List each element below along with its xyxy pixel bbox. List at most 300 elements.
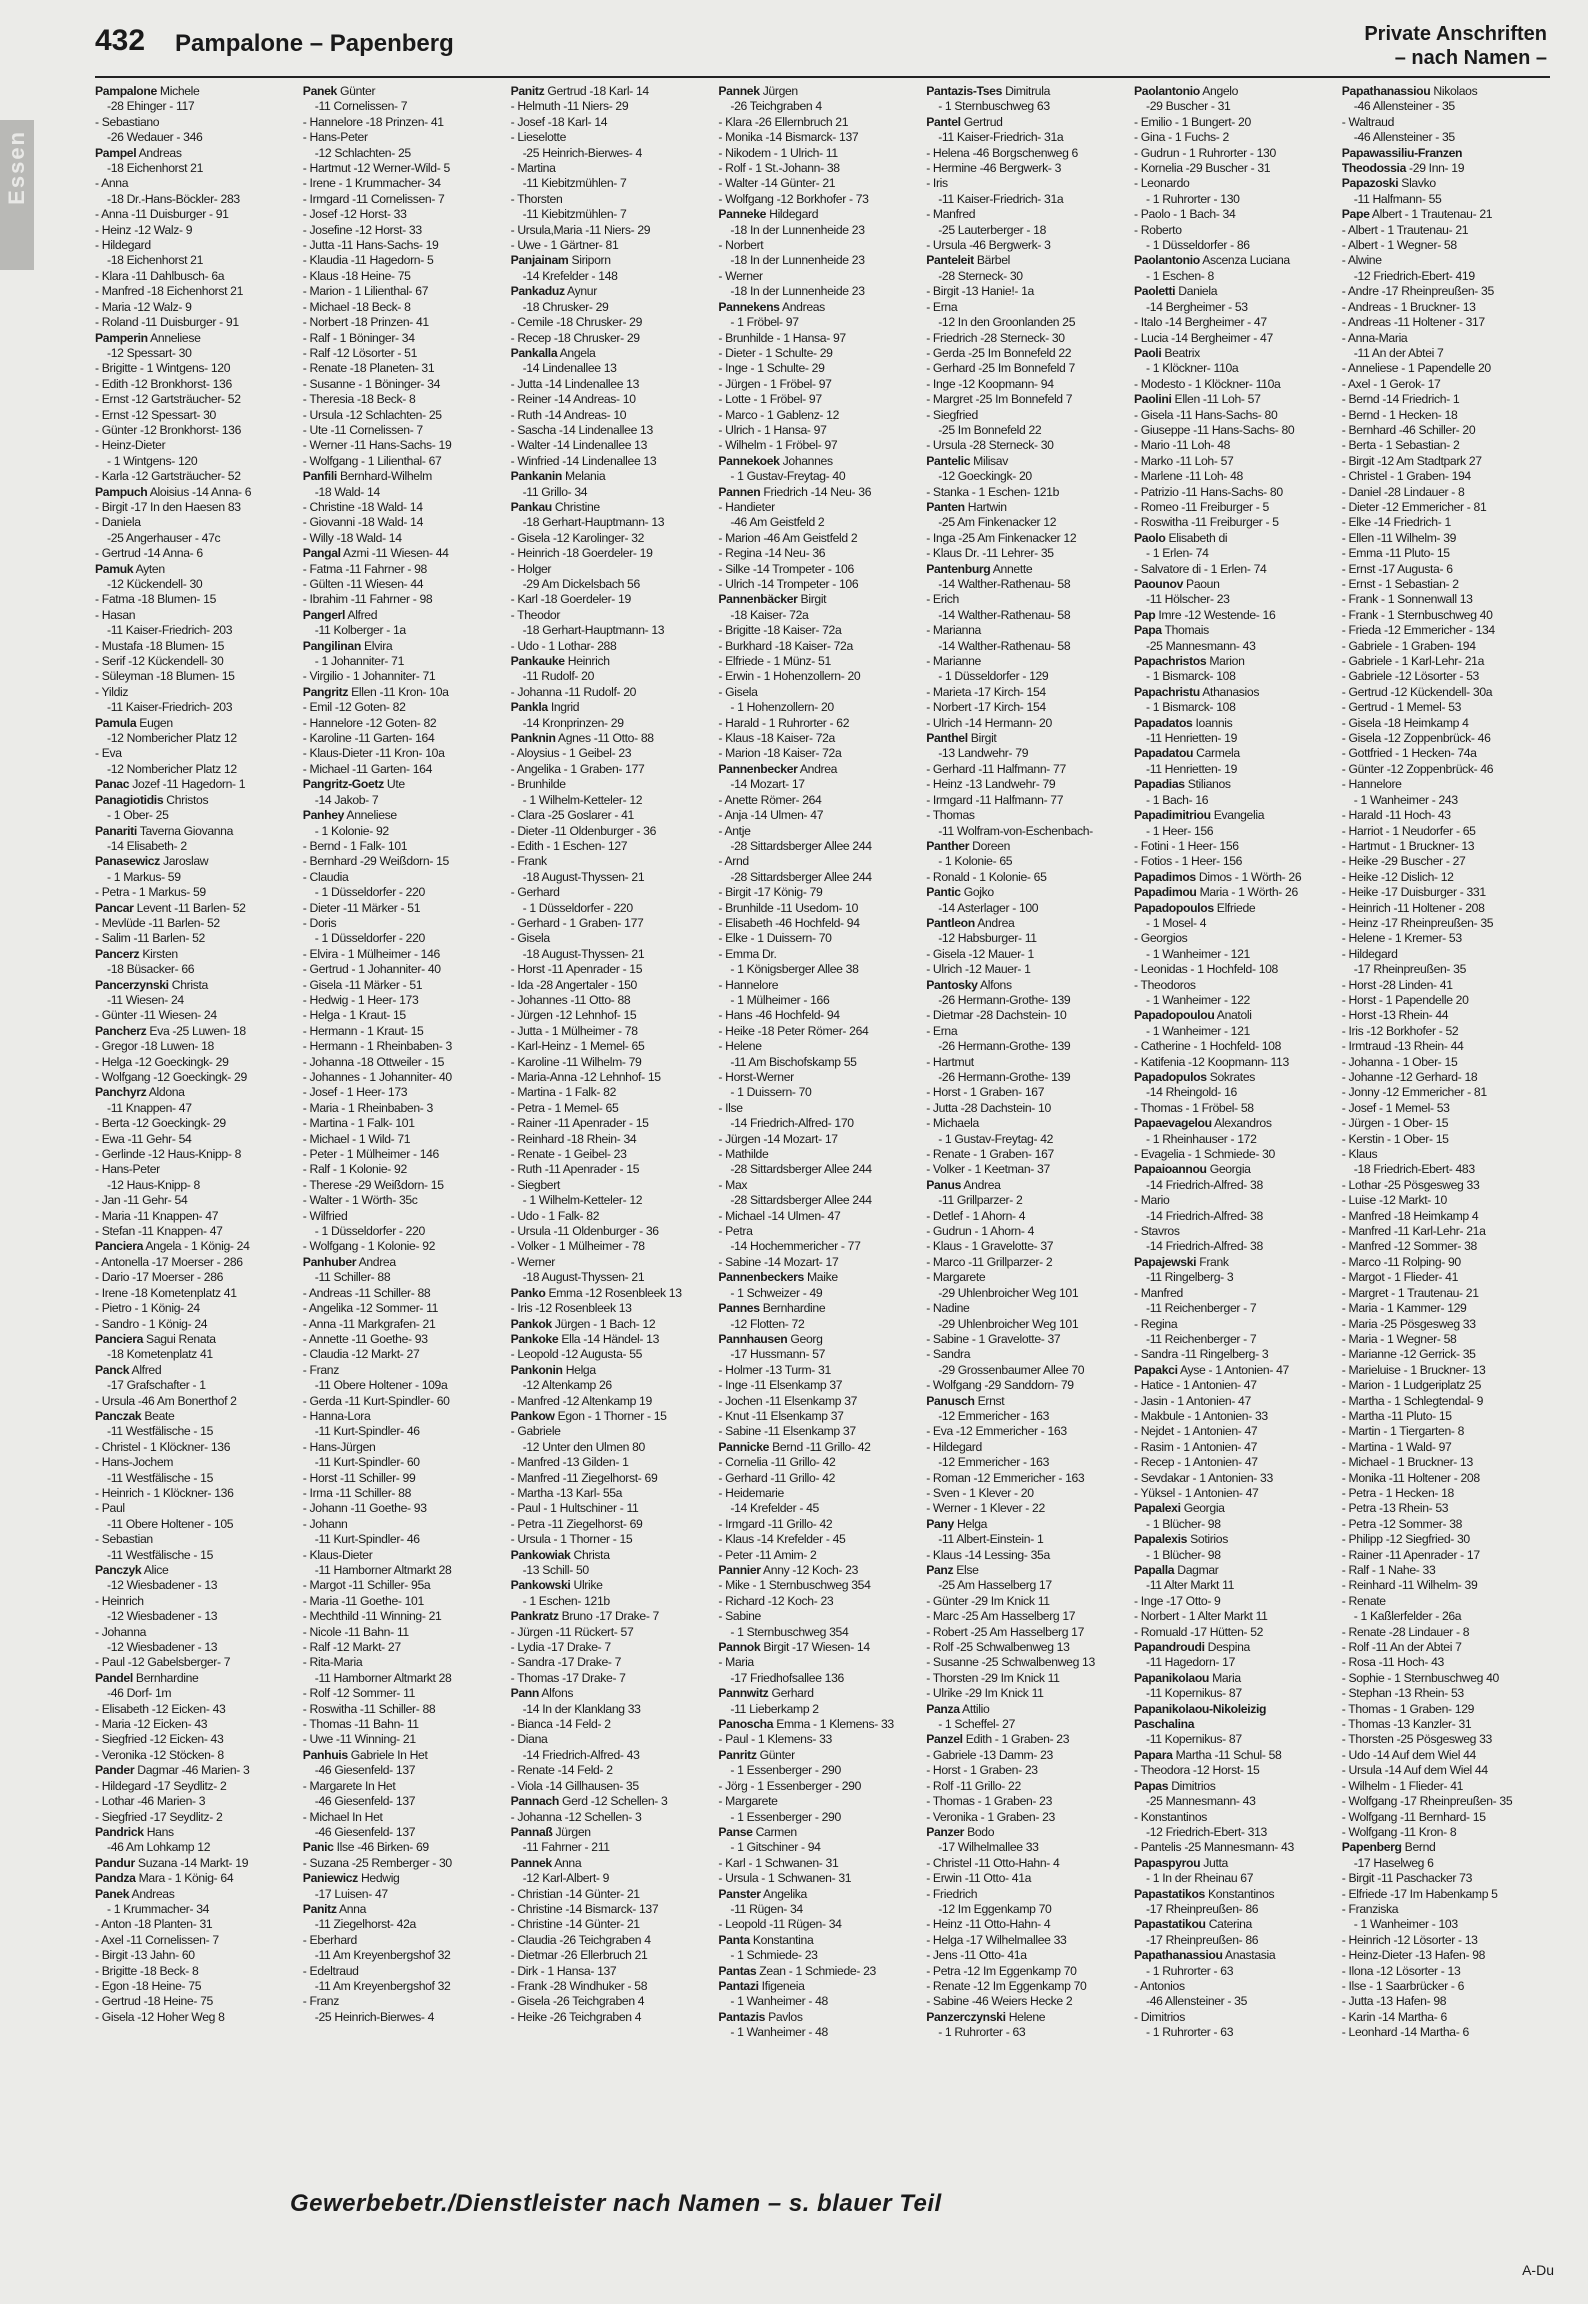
listing-entry: -11 Kolberger - 1a [314,623,406,638]
listing-entry: -14 Walther-Rathenau- 58 [938,638,1071,653]
listing-entry: -25 Mannesmann- 43 [1145,1794,1256,1809]
listing-entry: - 1 Ruhrorter - 63 [1145,1963,1234,1978]
listing-entry: - 1 Schmiede- 23 [730,1948,818,1963]
listing-entry: - Emil -12 Goten- 82 [302,700,406,715]
listing-entry: - Heinrich - 1 Klöckner- 136 [95,1485,234,1500]
listing-entry: - Karla -12 Gartsträucher- 52 [95,469,241,484]
listing-entry: - Werner - 1 Klever - 22 [926,1501,1045,1516]
listing-entry: -12 Karl-Albert- 9 [522,1871,610,1886]
listing-entry: Paoletti Daniela [1133,284,1218,299]
listing-entry: - Ulrich -12 Mauer- 1 [926,962,1031,977]
listing-entry: - Stanka - 1 Eschen- 121b [926,484,1060,499]
listing-entry: -12 Emmericher - 163 [938,1455,1050,1470]
listing-entry: - Ewa -11 Gehr- 54 [95,1131,192,1146]
listing-entry: - Johanna -11 Rudolf- 20 [510,684,637,699]
listing-entry: - Norbert - 1 Alter Markt 11 [1133,1609,1268,1624]
listing-entry: - Brigitte -18 Beck- 8 [95,1963,199,1978]
listing-entry: - Birgit -13 Jahn- 60 [95,1948,195,1963]
listing-entry: - Rasim - 1 Antonien- 47 [1133,1439,1257,1454]
listing-entry: - Wolfgang - 1 Lilienthal- 67 [302,453,442,468]
listing-entry: - 1 Essenberger - 290 [730,1763,841,1778]
listing-entry: Panitz Gertrud -18 Karl- 14 [510,84,649,98]
listing-entry: - Johannes -11 Otto- 88 [510,992,631,1007]
listing-entry: - Christel - 1 Klöckner- 136 [95,1439,231,1454]
listing-entry: - Marlene -11 Loh- 48 [1133,469,1243,484]
listing-entry: - 1 Kolonie- 65 [938,854,1013,869]
listing-entry: - Elfriede -17 Im Habenkamp 5 [1341,1886,1498,1901]
listing-entry: Papakci Ayse - 1 Antonien- 47 [1133,1362,1289,1377]
listing-entry: - Inge - 1 Schulte- 29 [718,361,825,376]
listing-entry: -14 Elisabeth- 2 [107,838,187,853]
listing-entry: -11 Am Bischofskamp 55 [730,1054,857,1069]
listing-entry: - Wilfried [302,1208,348,1223]
listing-entry: -26 Teichgraben 4 [730,99,822,114]
listing-entry: - Marion - 1 Lilienthal- 67 [302,284,429,299]
listing-entry: - Ursula -46 Am Bonerthof 2 [95,1393,237,1408]
listing-entry: - Horst - 1 Graben- 23 [926,1763,1038,1778]
listing-entry: - Manfred -11 Karl-Lehr- 21a [1341,1224,1486,1239]
listing-entry: - Ruth -11 Apenrader - 15 [510,1162,640,1177]
listing-entry: - Anton -18 Planten- 31 [95,1917,213,1932]
listing-entry: Panciera Sagui Renata [95,1331,216,1346]
listing-entry: - Marianne [926,654,981,669]
listing-entry: Papazoski Slavko [1341,176,1436,191]
listing-entry: - Claudia -12 Markt- 27 [302,1347,420,1362]
listing-entry: -11 Kiebitzmühlen- 7 [522,207,627,222]
listing-entry: Papastatikou Caterina [1133,1917,1252,1932]
listing-entry: - Thomas - 1 Graben- 129 [1341,1701,1475,1716]
listing-entry: - Rainer -11 Apenrader - 17 [1341,1547,1480,1562]
listing-entry: Papadopoulou Anatoli [1133,1008,1252,1023]
listing-entry: - Dieter -12 Emmericher - 81 [1341,499,1487,514]
listing-entry: - Gerhard - 1 Graben- 177 [510,915,644,930]
listing-entry: - Martina - 1 Falk- 101 [302,1116,415,1131]
listing-entry: - Petra -12 Im Eggenkamp 70 [926,1963,1077,1978]
listing-entry: - Erna [926,1023,958,1038]
listing-entry: - 1 Wanheimer - 122 [1145,992,1250,1007]
listing-entry: - Birgit -12 Am Stadtpark 27 [1341,453,1482,468]
listing-entry: - Petra -13 Rhein- 53 [1341,1501,1449,1516]
listing-entry: - Frank -28 Windhuker - 58 [510,1978,648,1993]
listing-entry: - Serif -12 Kückendell- 30 [95,654,224,669]
listing-entry: - Lothar -25 Pösgesweg 33 [1341,1177,1480,1192]
listing-entry: - 1 Schweizer - 49 [730,1285,823,1300]
listing-entry: - Margarete [926,1270,986,1285]
listing-entry: - Gertrud -18 Heine- 75 [95,1994,213,2009]
listing-entry: - Dieter -11 Oldenburger - 36 [510,823,657,838]
listing-entry: - Inge -17 Otto- 9 [1133,1593,1221,1608]
listing-entry: -17 Hussmann- 57 [730,1347,826,1362]
listing-entry: - Theresia -18 Beck- 8 [302,392,416,407]
listing-entry: - Holger [510,561,552,576]
listing-entry: - 1 Eschen- 121b [522,1593,610,1608]
listing-entry: - Johanna -12 Schellen- 3 [510,1809,642,1824]
listing-entry: - Jürgen - 1 Fröbel- 97 [718,376,832,391]
listing-entry: -11 Knappen- 47 [107,1100,192,1115]
listing-entry: -46 Giesenfeld- 137 [314,1824,416,1839]
listing-entry: - Marco - 1 Gablenz- 12 [718,407,840,422]
listing-entry: - Rita-Maria [302,1655,363,1670]
listing-entry: -11 Reichenberger - 7 [1145,1331,1257,1346]
listing-entry: - Peter -11 Amim- 2 [718,1547,817,1562]
listing-column [511,84,717,2184]
listing-entry: - Berta -12 Goeckingk- 29 [95,1116,226,1131]
listing-entry: - Christine -18 Wald- 14 [302,499,423,514]
listing-entry: - Pietro - 1 König- 24 [95,1301,200,1316]
listing-entry: - Paul - 1 Hultschiner - 11 [510,1501,639,1516]
listing-entry: - Martha -13 Karl- 55a [510,1485,623,1500]
listing-entry: - Heike -18 Peter Römer- 264 [718,1023,869,1038]
listing-entry: -14 Friedrich-Alfred- 38 [1145,1177,1263,1192]
listing-entry: - Martina - 1 Falk- 82 [510,1085,616,1100]
listing-entry: - Evagelia - 1 Schmiede- 30 [1133,1147,1275,1162]
listing-entry: -26 Hermann-Grothe- 139 [938,992,1071,1007]
listing-entry: - Norbert -17 Kirch- 154 [926,700,1046,715]
listing-entry: - Christel - 1 Graben- 194 [1341,469,1471,484]
listing-entry: Papadopoulos Elfriede [1133,900,1256,915]
listing-entry: - Gertrud - 1 Memel- 53 [1341,700,1462,715]
listing-entry: - 1 Eschen- 8 [1145,268,1214,283]
listing-entry: - Helga -17 Wilhelmallee 33 [926,1932,1067,1947]
listing-entry: Pann Alfons [510,1686,574,1701]
listing-entry: Pander Dagmar -46 Marien- 3 [95,1763,250,1778]
listing-entry: - Brigitte -18 Kaiser- 72a [718,623,842,638]
listing-entry: Pangal Azmi -11 Wiesen- 44 [302,546,449,561]
listing-entry: - Roswitha -11 Freiburger - 5 [1133,515,1279,530]
listing-entry: Panac Jozef -11 Hagedorn- 1 [95,777,246,792]
listing-entry: - Rolf -12 Sommer- 11 [302,1686,416,1701]
listing-entry: - Emilio - 1 Bungert- 20 [1133,114,1251,129]
listing-entry: -14 Jakob- 7 [314,792,379,807]
listing-entry: - Emma -11 Pluto- 15 [1341,546,1450,561]
page-header [95,22,1555,74]
listing-entry: - Salim -11 Barlen- 52 [95,931,205,946]
listing-entry: Pannicke Bernd -11 Grillo- 42 [718,1439,871,1454]
listing-entry: -12 Emmericher - 163 [938,1408,1050,1423]
listing-entry: - Ernst -17 Augusta- 6 [1341,561,1453,576]
listing-entry: -14 Friedrich-Alfred- 38 [1145,1208,1263,1223]
listing-entry: - Peter - 1 Mülheimer - 146 [302,1147,439,1162]
listing-entry: - Horst -13 Rhein- 44 [1341,1008,1449,1023]
listing-entry: -14 Lindenallee 13 [522,361,617,376]
listing-entry: - Hannelore [1341,777,1402,792]
listing-entry: Panhuis Gabriele In Het [302,1747,428,1762]
listing-entry: Pape Albert - 1 Trautenau- 21 [1341,207,1493,222]
listing-entry: - Leopold -12 Augusta- 55 [510,1347,643,1362]
listing-entry: Panariti Taverna Giovanna [95,823,234,838]
listing-entry: -17 Friedhofsallee 136 [730,1670,844,1685]
listing-entry: Pamperin Anneliese [95,330,201,345]
listing-entry: Papalexis Sotirios [1133,1532,1228,1547]
listing-entry: - Marianne -12 Gerrick- 35 [1341,1347,1476,1362]
listing-entry: - Dietmar -26 Ellerbruch 21 [510,1948,648,1963]
listing-entry: Pandur Suzana -14 Markt- 19 [95,1855,249,1870]
listing-entry: - Gisela -11 Märker - 51 [302,977,423,992]
listing-column [926,84,1132,2184]
listing-entry: - Bernhard -29 Weißdorn- 15 [302,854,449,869]
listing-entry: - 1 Gustav-Freytag- 40 [730,469,846,484]
listing-entry: - Josefine -12 Horst- 33 [302,222,422,237]
listing-entry: Panasewicz Jaroslaw [95,854,209,869]
listing-entry: - Hans-Peter [95,1162,160,1177]
listing-entry: - Ruth -14 Andreas- 10 [510,407,627,422]
listing-entry: - Gerda -25 Im Bonnefeld 22 [926,345,1072,360]
listing-entry: - Gisela -12 Zoppenbrück- 46 [1341,731,1491,746]
listing-entry: Papenberg Bernd [1341,1840,1436,1855]
listing-entry: - Elke -14 Friedrich- 1 [1341,515,1451,530]
listing-entry: - Sabine -46 Weiers Hecke 2 [926,1994,1073,2009]
listing-entry: - Karl - 1 Schwanen- 31 [718,1855,839,1870]
listing-entry: - Gertrud -14 Anna- 6 [95,546,203,561]
listing-entry: - Christine -14 Günter- 21 [510,1917,640,1932]
listing-entry: - 1 Ruhrorter - 130 [1145,191,1240,206]
listing-entry: - Hans-Jürgen [302,1439,376,1454]
listing-entry: Pangritz Ellen -11 Kron- 10a [302,684,449,699]
listing-entry: -11 Kurt-Spindler- 46 [314,1532,420,1547]
listing-entry: -26 Hermann-Grothe- 139 [938,1039,1071,1054]
listing-entry: - Maria -11 Goethe- 101 [302,1593,424,1608]
listing-entry: - Heidemarie [718,1485,784,1500]
listing-entry: - Italo -14 Bergheimer - 47 [1133,315,1267,330]
listing-entry: - Frank [510,854,547,869]
listing-entry: - Ursula -12 Schlachten- 25 [302,407,442,422]
listing-entry: Panczak Beate [95,1408,175,1423]
listing-entry: -11 Westfälische - 15 [107,1470,213,1485]
listing-entry: - Paul - 1 Klemens- 33 [718,1732,832,1747]
listing-entry: - Wolfgang -11 Bernhard- 15 [1341,1809,1486,1824]
listing-entry: - 1 Bismarck- 108 [1145,669,1236,684]
listing-entry: Panchyrz Aldona [95,1085,185,1100]
listing-entry: - Georgios [1133,931,1188,946]
listing-entry: - Claudia [302,869,349,884]
listing-entry: - Lotte - 1 Fröbel- 97 [718,392,822,407]
listing-entry: - Ute -11 Cornelissen- 7 [302,422,423,437]
listing-entry: Pannes Bernhardine [718,1301,826,1316]
listing-entry: - Renate [1341,1593,1386,1608]
listing-entry: - 1 Wilhelm-Ketteler- 12 [522,792,643,807]
listing-entry: - Franz [302,1362,339,1377]
listing-entry: Paounov Paoun [1133,577,1220,591]
listing-entry: - Rosa -11 Hoch- 43 [1341,1655,1444,1670]
listing-entry: - Josef -12 Horst- 33 [302,207,407,222]
listing-entry: - Ulrich -14 Hermann- 20 [926,715,1052,730]
listing-entry: Pap Imre -12 Westende- 16 [1133,607,1276,622]
listing-entry: - Sven - 1 Klever - 20 [926,1485,1034,1500]
listing-entry: - Wolfgang -12 Goeckingk- 29 [95,1070,247,1084]
listing-entry: - Virgilio - 1 Johanniter- 71 [302,669,436,684]
listing-entry: - Ernst -12 Spessart- 30 [95,407,216,422]
listing-entry: - 1 Johanniter- 71 [314,654,405,669]
listing-entry: -25 Im Bonnefeld 22 [938,422,1042,437]
listing-entry: - Thomas - 1 Fröbel- 58 [1133,1100,1254,1115]
listing-entry: - Berta - 1 Sebastian- 2 [1341,438,1460,453]
listing-entry: Panek Andreas [95,1886,175,1901]
listing-entry: -29 Am Dickelsbach 56 [522,577,640,591]
listing-entry: -46 Am Geistfeld 2 [730,515,825,530]
listing-entry: Pantic Gojko [926,885,994,900]
listing-entry: Paoli Beatrix [1133,345,1200,360]
listing-entry: -12 Haus-Knipp- 8 [107,1177,200,1192]
listing-entry: -12 Friedrich-Ebert- 313 [1145,1824,1267,1839]
listing-entry: -18 Gerhart-Hauptmann- 13 [522,623,665,638]
listing-entry: - Klaus-Dieter [302,1547,373,1562]
listing-entry: Papaioannou Georgia [1133,1162,1251,1177]
listing-entry: -12 Im Eggenkamp 70 [938,1901,1052,1916]
listing-entry: -11 Obere Holtener - 109a [314,1378,448,1393]
listing-entry: - Christel -11 Otto-Hahn- 4 [926,1855,1060,1870]
listing-entry: - Karin -14 Martha- 6 [1341,2009,1447,2024]
side-tab-label: Essen [4,130,29,205]
listing-entry: - Dimitrios [1133,2009,1185,2024]
listing-entry: - Karoline -11 Wilhelm- 79 [510,1054,642,1069]
section-heading-line2: – nach Namen – [1394,47,1547,69]
listing-entry: - 1 Düsseldorfer - 220 [314,931,425,946]
listing-entry: Panzer Bodo [926,1824,995,1839]
listing-entry: - Günter -11 Wiesen- 24 [95,1008,217,1023]
listing-entry: - Sabine - 1 Gravelotte- 37 [926,1331,1061,1346]
listing-entry: - Marion -18 Kaiser- 72a [718,746,842,761]
listing-entry: - Klaus -14 Lessing- 35a [926,1547,1050,1562]
listing-entry: - 1 Gitschiner - 94 [730,1840,821,1855]
listing-entry: - Horst-Werner [718,1070,794,1084]
listing-entry: - Theodor [510,607,561,622]
listing-entry: - Renate - 1 Geibel- 23 [510,1147,627,1162]
listing-entry: - Margarete [718,1794,778,1809]
listing-entry: - Birgit -17 König- 79 [718,885,823,900]
listing-entry: - Reinhard -11 Wilhelm- 39 [1341,1578,1478,1593]
listing-entry: - Petra - 1 Memel- 65 [510,1100,619,1115]
listing-entry: -11 Kaiser-Friedrich- 31a [938,191,1064,206]
listing-entry: -46 Allensteiner - 35 [1353,99,1455,114]
listing-entry: Pankoke Ella -14 Händel- 13 [510,1331,659,1346]
listing-entry: - Hartmut -12 Werner-Wild- 5 [302,161,450,176]
listing-entry: -14 Friedrich-Alfred- 38 [1145,1239,1263,1254]
listing-entry: - 1 Bach- 16 [1145,792,1209,807]
listing-entry: Papawassiliu-Franzen [1341,145,1463,160]
listing-entry: Pantazis-Tses Dimitrula [926,84,1050,98]
listing-entry: - Roman -12 Emmericher - 163 [926,1470,1085,1485]
listing-entry: - Konstantinos [1133,1809,1207,1824]
listing-entry: -18 Kometenplatz 41 [107,1347,213,1362]
listing-entry: - Hermann - 1 Kraut- 15 [302,1023,424,1038]
listing-entry: - Petra - 1 Markus- 59 [95,885,206,900]
listing-entry: - Marco -11 Rolping- 90 [1341,1254,1461,1269]
listing-entry: - Harriot - 1 Neudorfer - 65 [1341,823,1476,838]
listing-entry: Pantazi Ifigeneia [718,1978,805,1993]
listing-entry: - Paolo - 1 Bach- 34 [1133,207,1236,222]
listing-entry: - Ernst - 1 Sebastian- 2 [1341,577,1459,591]
listing-entry: - Ronald - 1 Kolonie- 65 [926,869,1047,884]
listing-entry: Paschalina [1133,1717,1195,1732]
listing-entry: - Klaus -18 Heine- 75 [302,268,411,283]
listing-entry: - Ernst -12 Gartsträucher- 52 [95,392,241,407]
listing-entry: - Yildiz [95,684,129,699]
listing-entry: - Suzana -25 Remberger - 30 [302,1855,452,1870]
listing-entry: -11 Halfmann- 55 [1353,191,1442,206]
listing-entry: -12 In den Groonlanden 25 [938,315,1076,330]
listing-entry: - Sebastiano [95,114,160,129]
listing-entry: -18 August-Thyssen- 21 [522,946,645,961]
listing-entry: - 1 Blücher- 98 [1145,1516,1221,1531]
listing-entry: - Christian -14 Günter- 21 [510,1886,640,1901]
listing-entry: Papas Dimitrios [1133,1778,1216,1793]
listing-entry: - 1 Kaßlerfelder - 26a [1353,1609,1462,1624]
listing-entry: - 1 Wanheimer - 121 [1145,946,1250,961]
listing-entry: Pankok Jürgen - 1 Bach- 12 [510,1316,656,1331]
listing-entry: Papanikolaou-Nikoleizig [1133,1701,1267,1716]
listing-entry: - Gisela -12 Karolinger- 32 [510,530,645,545]
listing-entry: - Michael In Het [302,1809,383,1824]
listing-entry: - Bernd - 1 Hecken- 18 [1341,407,1458,422]
listing-entry: - Ursula,Maria -11 Niers- 29 [510,222,651,237]
listing-entry: - Karl-Heinz - 1 Memel- 65 [510,1039,645,1054]
listing-entry: - Michael -11 Garten- 164 [302,761,433,776]
listing-entry: - Sandra -11 Ringelberg- 3 [1133,1347,1269,1362]
listing-entry: - Rolf - 1 St.-Johann- 38 [718,161,840,176]
listing-entry: - Gisela -26 Teichgraben 4 [510,1994,645,2009]
listing-entry: -17 Rheinpreußen- 35 [1353,962,1467,977]
listing-entry: - Albert - 1 Wegner- 58 [1341,238,1457,253]
listing-entry: - Sascha -14 Lindenallee 13 [510,422,653,437]
listing-column [303,84,509,2184]
listing-entry: - Silke -14 Trompeter - 106 [718,561,854,576]
listing-entry: - Antonella -17 Moerser - 286 [95,1254,243,1269]
listing-entry: Pankow Egon - 1 Thorner - 15 [510,1408,667,1423]
listing-entry: -11 Am Kreyenbergshof 32 [314,1978,451,1993]
listing-entry: Panthel Birgit [926,731,997,746]
listing-entry: - Gisela -11 Hans-Sachs- 80 [1133,407,1278,422]
listing-entry: - 1 Blücher- 98 [1145,1547,1221,1562]
listing-entry: - Paul -12 Gabelsberger- 7 [95,1655,231,1670]
listing-entry: - 1 Ober- 25 [107,808,169,823]
listing-entry: - Hans-Jochem [95,1455,174,1470]
listing-entry: - Katifenia -12 Koopmann- 113 [1133,1054,1289,1069]
listing-entry: - Michaela [926,1116,979,1131]
listing-entry: -11 Hagedorn- 17 [1145,1655,1236,1670]
listing-entry: Pannekens Andreas [718,299,825,314]
listing-entry: -18 Eichenhorst 21 [107,253,204,268]
listing-entry: Papadopulos Sokrates [1133,1070,1255,1084]
listing-entry: - Heinz -12 Walz- 9 [95,222,193,237]
listing-entry: - 1 Düsseldorfer - 86 [1145,238,1250,253]
listing-entry: - 1 Kolonie- 92 [314,823,389,838]
listing-entry: Pandza Mara - 1 König- 64 [95,1871,234,1886]
listing-entry: - Ursula -14 Auf dem Wiel 44 [1341,1763,1488,1778]
listing-entry: - Maria-Anna -12 Lehnhof- 15 [510,1070,661,1084]
listing-entry: -14 Mozart- 17 [730,777,805,792]
listing-entry: -26 Hermann-Grothe- 139 [938,1070,1071,1084]
listing-entry: - Süleyman -18 Blumen- 15 [95,669,235,684]
listing-entry: - Anna [95,176,129,191]
listing-entry: -11 Kaiser-Friedrich- 203 [107,623,233,638]
listing-entry: - Rolf -11 Grillo- 22 [926,1778,1021,1793]
listing-entry: - Cornelia -11 Grillo- 42 [718,1455,836,1470]
listing-entry: - Roberto [1133,222,1182,237]
listing-entry: - Gina - 1 Fuchs- 2 [1133,130,1229,145]
listing-entry: - Jonny -12 Emmericher - 81 [1341,1085,1487,1100]
listing-entry: - Giovanni -18 Wald- 14 [302,515,423,530]
listing-entry: -12 Unter den Ulmen 80 [522,1439,645,1454]
listing-entry: Panhey Anneliese [302,808,397,823]
section-side-tab [0,120,34,270]
listing-entry: - Monika -14 Bismarck- 137 [718,130,859,145]
listing-entry: - Ursula - 1 Schwanen- 31 [718,1871,852,1886]
listing-entry: - Waltraud [1341,114,1395,129]
listing-entry: - Petra - 1 Hecken- 18 [1341,1485,1454,1500]
listing-entry: -14 Rheingold- 16 [1145,1085,1237,1100]
listing-entry: - Harald - 1 Ruhrorter - 62 [718,715,850,730]
listing-entry: Panitz Anna [302,1901,367,1916]
